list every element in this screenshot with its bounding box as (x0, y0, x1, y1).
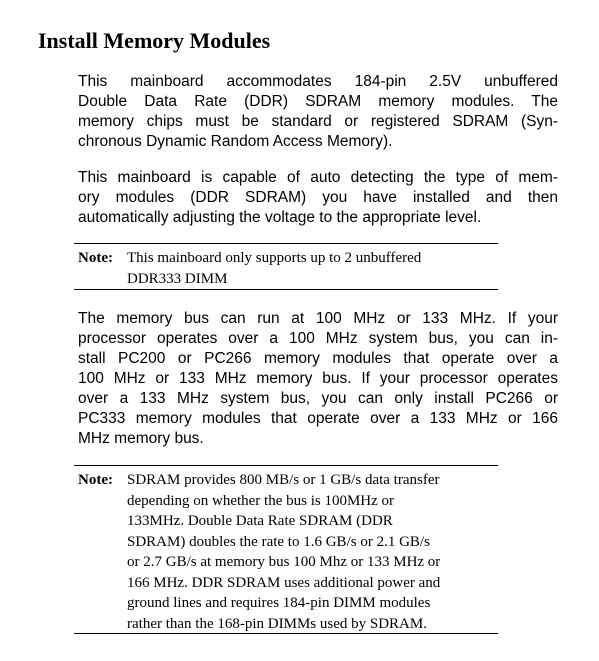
paragraph-line: MHz memory bus. (78, 430, 204, 447)
note-text (127, 470, 498, 634)
auto-detect-paragraph (78, 168, 558, 228)
paragraph-line: chronous Dynamic Random Access Memory). (78, 133, 393, 150)
note-line: or 2.7 GB/s at memory bus 100 Mhz or 133 MHz or (127, 554, 441, 570)
note-line: This mainboard only supports up to 2 unbuffered (127, 250, 422, 266)
paragraph-line: This mainboard is capable of auto detecting the type of mem- (78, 169, 558, 186)
note-box-sdram-rates (74, 465, 498, 634)
paragraph-line: 100 MHz or 133 MHz memory bus. If your processor operates (78, 370, 558, 387)
note-text (127, 248, 498, 289)
paragraph-line: stall PC200 or PC266 memory modules that operate over a (78, 350, 558, 367)
paragraph-line: The memory bus can run at 100 MHz or 133 MHz. If your (78, 310, 558, 327)
note-line: ground lines and requires 184-pin DIMM modules (127, 595, 431, 611)
note-label: Note: (78, 250, 113, 266)
note-line: 133MHz. Double Data Rate SDRAM (DDR (127, 513, 393, 529)
note-line: SDRAM provides 800 MB/s or 1 GB/s data transfer (127, 472, 440, 488)
memory-bus-paragraph (78, 309, 558, 449)
paragraph-line: automatically adjusting the voltage to the appropriate level. (78, 209, 482, 226)
paragraph-line: ory modules (DDR SDRAM) you have installed and then (78, 189, 558, 206)
paragraph-line: over a 133 MHz system bus, you can only install PC266 or (78, 390, 558, 407)
note-line: rather than the 168-pin DIMMs used by SDRAM. (127, 615, 427, 632)
note-box-dimm-support (74, 243, 498, 290)
intro-paragraph (78, 72, 558, 152)
note-line: 166 MHz. DDR SDRAM uses additional power and (127, 574, 441, 591)
paragraph-line: PC333 memory modules that operate over a 133 MHz or 166 (78, 410, 558, 427)
paragraph-line: Double Data Rate (DDR) SDRAM memory modules. The (78, 93, 558, 110)
note-line: SDRAM) doubles the rate to 1.6 GB/s or 2.1 GB/s (127, 533, 430, 550)
paragraph-line: This mainboard accommodates 184-pin 2.5V unbuffered (78, 73, 558, 90)
paragraph-line: memory chips must be standard or registered SDRAM (Syn- (78, 113, 558, 130)
section-heading: Install Memory Modules (38, 28, 271, 53)
note-line: depending on whether the bus is 100MHz or (127, 492, 395, 509)
note-line: DDR333 DIMM (127, 270, 228, 287)
paragraph-line: processor operates over a 100 MHz system bus, you can in- (78, 330, 558, 347)
note-label: Note: (78, 472, 113, 488)
